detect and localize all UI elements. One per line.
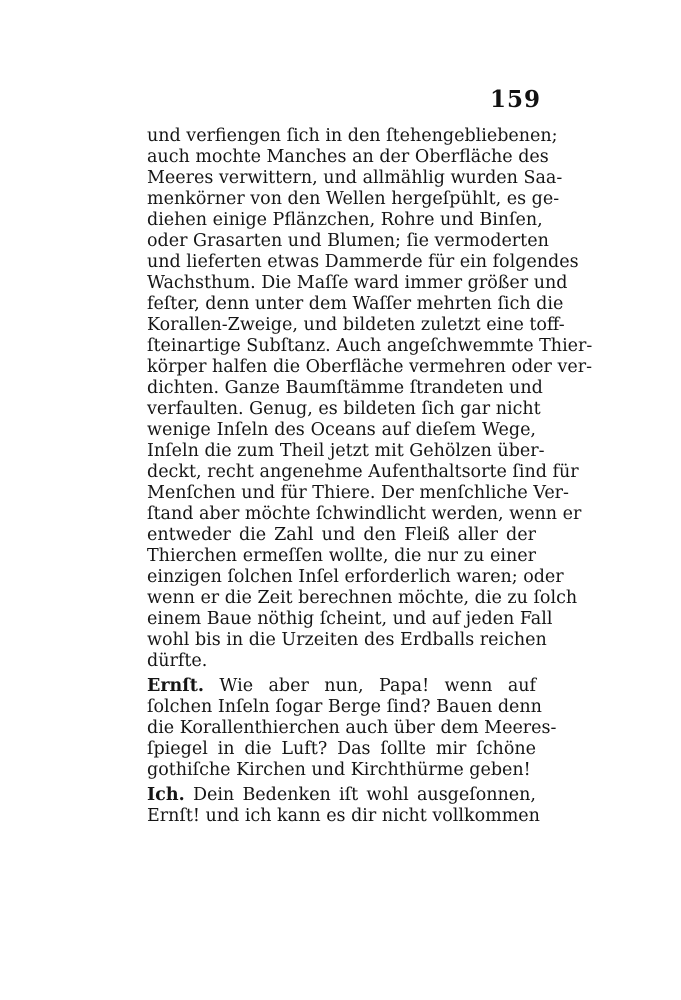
text-line: feſter, denn unter dem Waſſer mehrten ſich die [147, 294, 564, 314]
text-line: ſpiegel in die Luft? Das ſollte mir ſchöne [147, 739, 536, 759]
speaker-ich: Ich. [147, 785, 185, 805]
text-line: dichten. Ganze Baumſtämme ſtrandeten und [147, 378, 543, 398]
text-line: verfaulten. Genug, es bildeten ſich gar nicht [147, 399, 541, 419]
dialogue-line-ich [147, 785, 536, 806]
text-line: entweder die Zahl und den Fleiß aller der [147, 525, 536, 545]
text-line: Ernſt! und ich kann es dir nicht vollkommen [147, 806, 540, 826]
text-line: ſtand aber möchte ſchwindlicht werden, wenn er [147, 504, 582, 524]
text-line: Inſeln die zum Theil jetzt mit Gehölzen über- [147, 441, 545, 461]
page-number: 159 [490, 86, 542, 113]
text-line: deckt, recht angenehme Aufenthaltsorte ſind für [147, 462, 579, 482]
text-line: die Korallenthierchen auch über dem Meeres- [147, 718, 557, 738]
text-line: und verfiengen ſich in den ſtehengebliebenen; [147, 126, 558, 146]
text-line: Meeres verwittern, und allmählig wurden Saa- [147, 168, 563, 188]
text-line: und lieferten etwas Dammerde für ein folgendes [147, 252, 579, 272]
text-line: ſolchen Inſeln ſogar Berge ſind? Bauen denn [147, 697, 542, 717]
text-line: diehen einige Pflänzchen, Rohre und Binſen, [147, 210, 543, 230]
text-line: einzigen ſolchen Inſel erforderlich waren; oder [147, 567, 564, 587]
text-line: gothiſche Kirchen und Kirchthürme geben! [147, 760, 531, 780]
dialogue-text: Dein Bedenken iſt wohl ausgeſonnen, [192, 785, 536, 805]
dialogue-line-ernst [147, 676, 536, 697]
text-line: wohl bis in die Urzeiten des Erdballs reichen [147, 630, 547, 650]
text-line: ſteinartige Subſtanz. Auch angeſchwemmte Thier- [147, 336, 593, 356]
speaker-ernst: Ernſt. [147, 676, 204, 696]
text-line: Menſchen und für Thiere. Der menſchliche Ver- [147, 483, 569, 503]
text-line: wenige Inſeln des Oceans auf dieſem Wege, [147, 420, 536, 440]
text-line: Thierchen ermeſſen wollte, die nur zu einer [147, 546, 536, 566]
text-line: oder Grasarten und Blumen; ſie vermoderten [147, 231, 549, 251]
text-line: auch mochte Manches an der Oberfläche des [147, 147, 549, 167]
text-line: Korallen-Zweige, und bildeten zuletzt eine toff- [147, 315, 565, 335]
dialogue-text: Wie aber nun, Papa! wenn auf [219, 676, 536, 696]
text-line: Wachsthum. Die Maſſe ward immer größer und [147, 273, 568, 293]
text-line: dürfte. [147, 651, 208, 671]
text-line: körper halfen die Oberfläche vermehren oder ver- [147, 357, 592, 377]
body-text [147, 126, 593, 827]
text-line: wenn er die Zeit berechnen möchte, die zu ſolch [147, 588, 578, 608]
text-line: einem Baue nöthig ſcheint, und auf jeden Fall [147, 609, 553, 629]
text-line: menkörner von den Wellen hergeſpühlt, es ge- [147, 189, 560, 209]
